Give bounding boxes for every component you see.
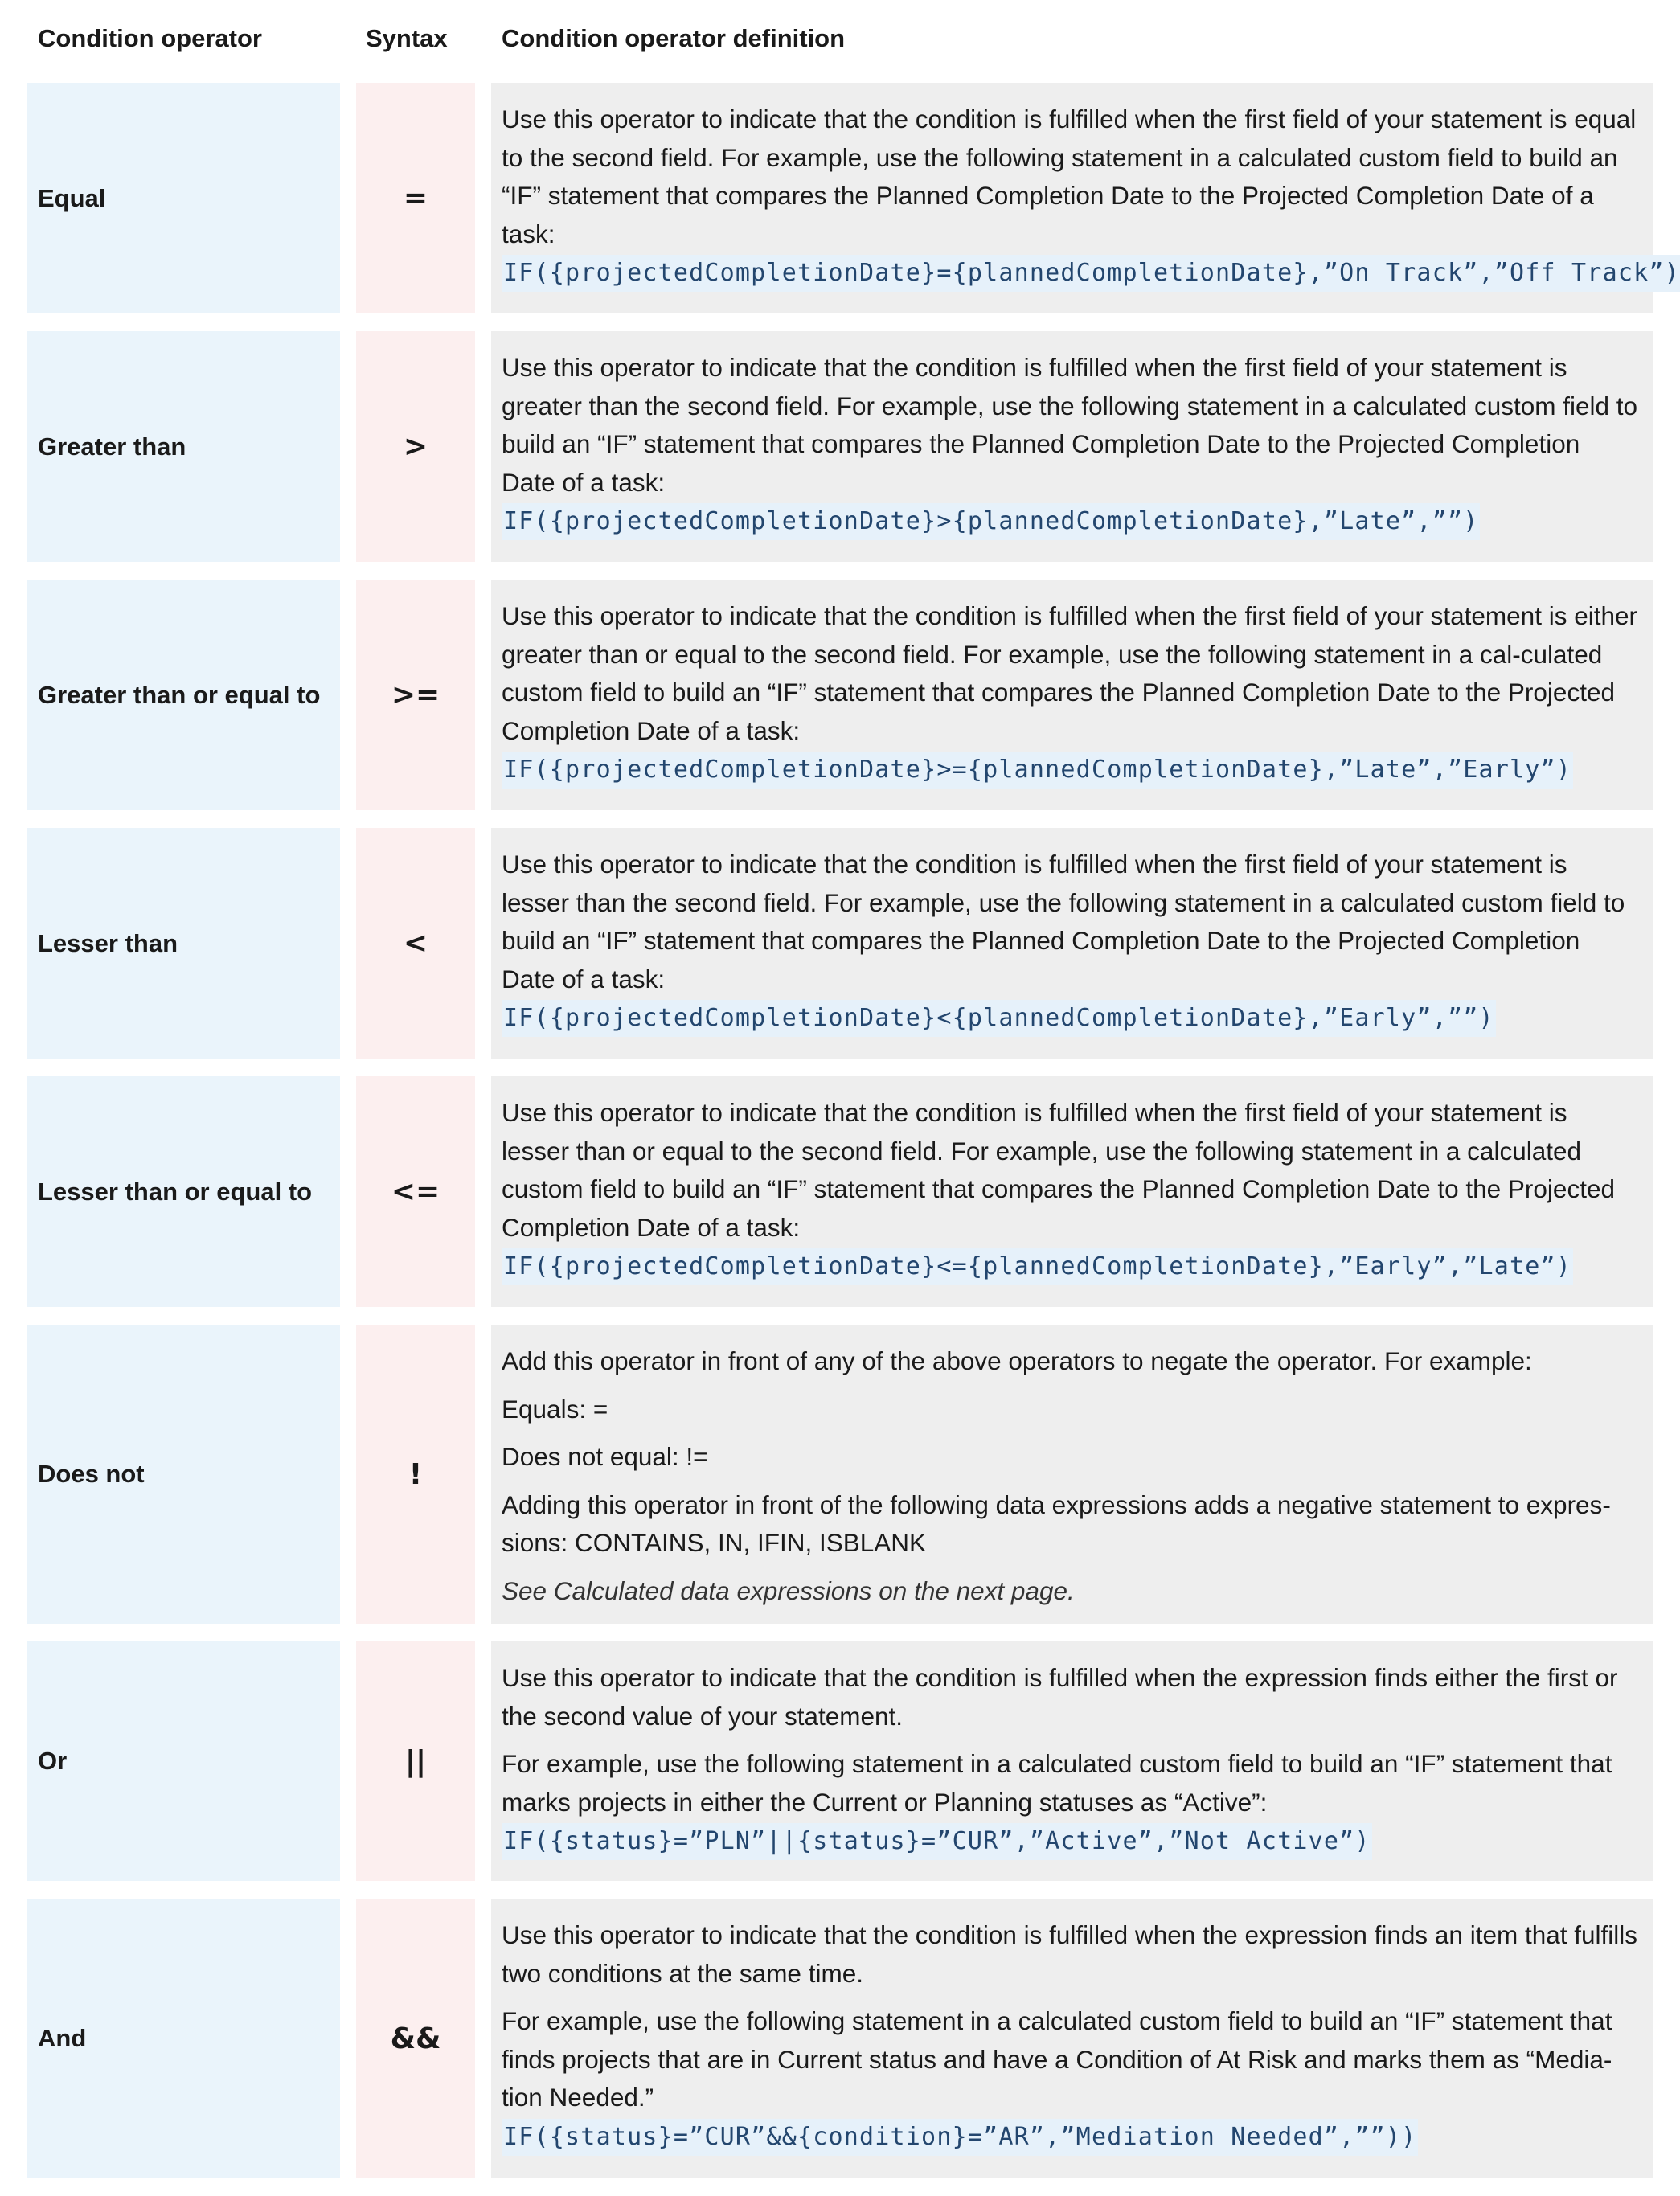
definition-text: Use this operator to indicate that the condition is fulfilled when the expression finds an item that fulfills two conditions at the same time. [502,1920,1638,1988]
definition-text: Use this operator to indicate that the condition is fulfilled when the first field of your statement is greater than the second field. For example, use the following statement in a calculated custom field to build an “IF” statement that compares the Planned Completion Date to the Projected Completion Date of a task: [502,353,1638,497]
table-row [27,1641,1653,1881]
table-row [27,83,1680,313]
table-row [27,1076,1653,1307]
operator-definition [491,83,1680,313]
operator-name: And [27,1899,340,2178]
definition-text: Adding this operator in front of the following data expressions adds a negative statement to expres-sions: CONTAINS, IN, IFIN, ISBLANK [502,1489,1611,1557]
table-row [27,828,1653,1059]
definition-text: Use this operator to indicate that the condition is fulfilled when the first field of your statement is either greater than or equal to the second field. For example, use the following statement in a cal-culated custom field to build an “IF” statement that compares the Planned Completion Date to the Projected Completion Date of a task: [502,601,1637,745]
operator-name: Lesser than or equal to [27,1076,340,1307]
definition-text: Equals: = [502,1394,608,1424]
operator-definition [491,1076,1653,1307]
operator-definition [491,580,1653,810]
operator-syntax: <= [356,1076,475,1307]
operator-definition [491,331,1653,562]
operator-definition [491,1325,1653,1624]
operator-syntax: && [356,1899,475,2178]
definition-text: Use this operator to indicate that the condition is fulfilled when the first field of your statement is lesser than or equal to the second field. For example, use the following statement in a calculated custom field to build an “IF” statement that compares the Planned Completion Date to the Projected Completion Date of a task: [502,1098,1615,1242]
header-definition: Condition operator definition [502,24,846,52]
definition-text: For example, use the following statement in a calculated custom field to build an “IF” statement that marks projects in either the Current or Planning statuses as “Active”: [502,1749,1612,1817]
code-example: IF({projectedCompletionDate}>{plannedCompletionDate},”Late”,””) [502,503,1480,540]
code-example: IF({projectedCompletionDate}<={plannedCompletionDate},”Early”,”Late”) [502,1248,1573,1285]
operator-name: Greater than or equal to [27,580,340,810]
operator-name: Lesser than [27,828,340,1059]
table-row [27,580,1653,810]
code-example: IF({status}=”CUR”&&{condition}=”AR”,”Mediation Needed”,””)) [502,2119,1418,2156]
code-example: IF({status}=”PLN”||{status}=”CUR”,”Active”,”Not Active”) [502,1823,1372,1860]
operator-syntax: ! [356,1325,475,1624]
code-example: IF({projectedCompletionDate}={plannedCompletionDate},”On Track”,”Off Track”) [502,255,1680,292]
definition-note: See Calculated data expressions on the next page. [502,1575,1075,1605]
operator-syntax: > [356,331,475,562]
code-example: IF({projectedCompletionDate}<{plannedCompletionDate},”Early”,””) [502,1000,1496,1037]
table-row [27,331,1653,562]
definition-text: Use this operator to indicate that the condition is fulfilled when the expression finds either the first or the second value of your statement. [502,1663,1618,1731]
operator-syntax: || [356,1641,475,1881]
operator-definition [491,1899,1653,2178]
code-example: IF({projectedCompletionDate}>={plannedCompletionDate},”Late”,”Early”) [502,752,1573,789]
operator-definition [491,1641,1653,1881]
operator-syntax: = [356,83,475,313]
definition-text: Use this operator to indicate that the condition is fulfilled when the first field of your statement is lesser than the second field. For example, use the following statement in a calculated custom field to build an “IF” statement that compares the Planned Completion Date to the Projected Completion Date of a task: [502,850,1625,994]
definition-text: For example, use the following statement in a calculated custom field to build an “IF” statement that finds projects that are in Current status and have a Condition of At Risk and marks them as “Media-tion Needed.” [502,2006,1612,2112]
operator-name: Equal [27,83,340,313]
definition-text: Use this operator to indicate that the condition is fulfilled when the first field of your statement is equal to the second field. For example, use the following statement in a calculated custom field to build an “IF” statement that compares the Planned Completion Date to the Projected Completion Date of a task: [502,104,1637,248]
header-syntax: Syntax [366,24,448,52]
operator-name: Or [27,1641,340,1881]
operator-syntax: >= [356,580,475,810]
header-condition-operator: Condition operator [38,24,262,52]
table-row [27,1325,1653,1624]
operator-definition [491,828,1653,1059]
table-row [27,1899,1653,2178]
table-header [0,18,1680,58]
operator-syntax: < [356,828,475,1059]
operator-name: Does not [27,1325,340,1624]
operator-name: Greater than [27,331,340,562]
definition-text: Does not equal: != [502,1442,708,1471]
definition-text: Add this operator in front of any of the above operators to negate the operator. For example: [502,1346,1532,1375]
